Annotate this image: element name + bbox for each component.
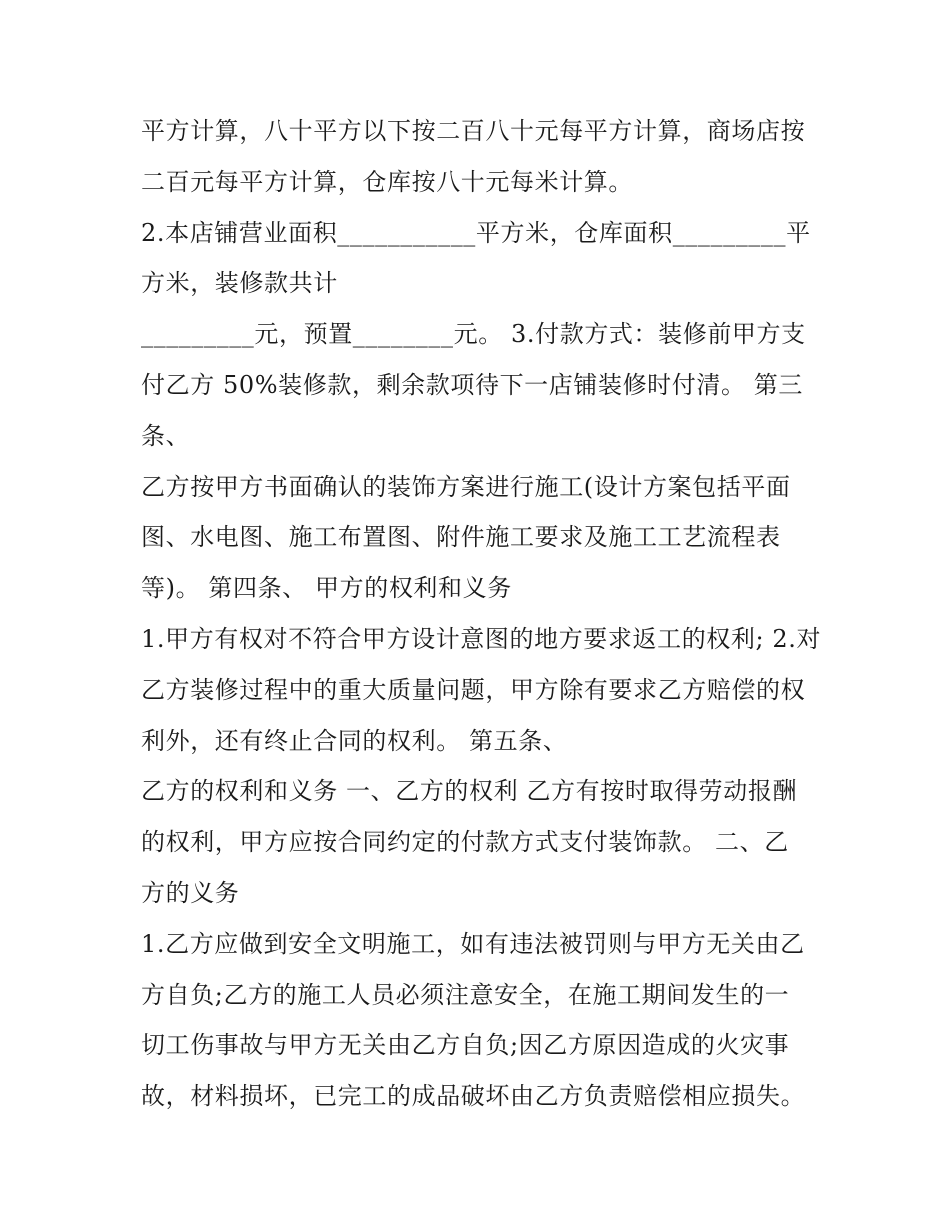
text-line: 方米，装修款共计	[141, 269, 338, 298]
text-line: 故，材料损坏，已完工的成品破坏由乙方负责赔偿相应损失。	[141, 1082, 806, 1111]
text-line: 方的义务	[141, 878, 240, 907]
text-line: 条、	[141, 421, 191, 450]
text-line: 切工伤事故与甲方无关由乙方自负;因乙方原因造成的火灾事	[141, 1031, 790, 1060]
text-line: 图、水电图、施工布置图、附件施工要求及施工工艺流程表	[141, 523, 781, 552]
text-line: 乙方装修过程中的重大质量问题，甲方除有要求乙方赔偿的权	[141, 675, 806, 704]
document-body	[141, 106, 821, 1122]
text-line: 方自负;乙方的施工人员必须注意安全，在施工期间发生的一	[141, 980, 790, 1009]
text-line: 乙方的权利和义务 一、乙方的权利 乙方有按时取得劳动报酬	[141, 777, 798, 806]
text-line: 2.本店铺营业面积___________平方米，仓库面积_________平	[141, 218, 811, 247]
text-line: 二百元每平方计算，仓库按八十元每米计算。	[141, 167, 633, 196]
text-line: 的权利，甲方应按合同约定的付款方式支付装饰款。 二、乙	[141, 828, 789, 857]
text-line: 1.乙方应做到安全文明施工，如有违法被罚则与甲方无关由乙	[141, 929, 805, 958]
text-line: 平方计算，八十平方以下按二百八十元每平方计算，商场店按	[141, 117, 806, 145]
text-line: 等)。 第四条、 甲方的权利和义务	[141, 574, 512, 603]
text-line: 乙方按甲方书面确认的装饰方案进行施工(设计方案包括平面	[141, 472, 791, 501]
text-line: _________元，预置________元。 3.付款方式：装修前甲方支	[141, 320, 806, 349]
text-line: 利外，还有终止合同的权利。 第五条、	[141, 726, 568, 755]
text-line: 付乙方 50%装修款，剩余款项待下一店铺装修时付清。 第三	[141, 370, 803, 399]
text-line: 1.甲方有权对不符合甲方设计意图的地方要求返工的权利; 2.对	[141, 624, 822, 653]
